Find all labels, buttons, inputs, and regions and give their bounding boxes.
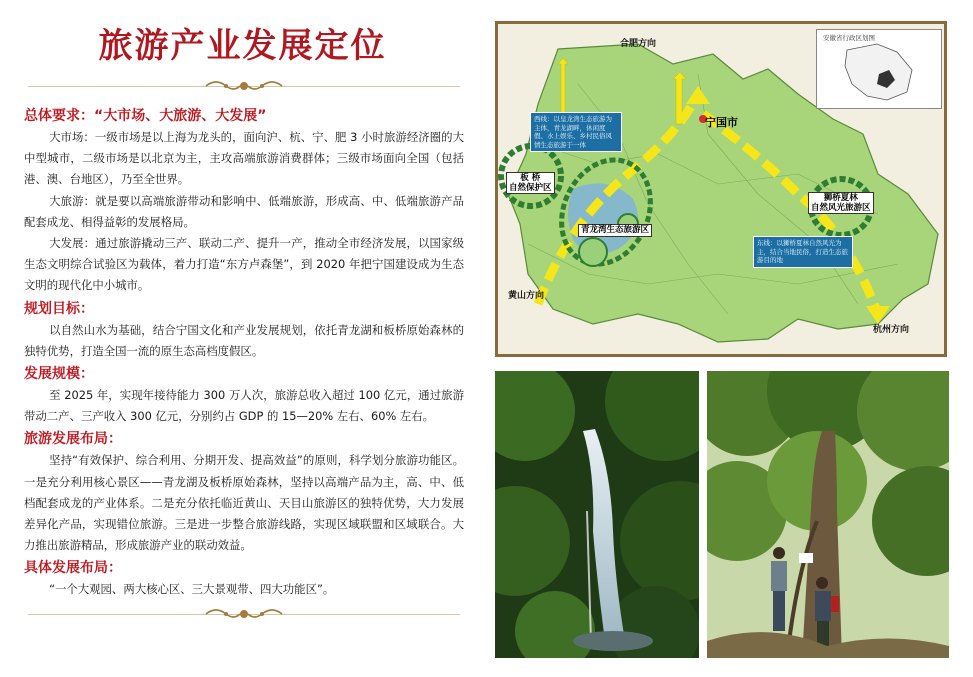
goal-p1: 以自然山水为基础，结合宁国文化和产业发展规划，依托青龙湖和板桥原始森林的独特优势，打造全国一流的原生态高档度假区。 bbox=[24, 322, 464, 358]
overall-heading: 总体要求：“大市场、大旅游、大发展” bbox=[24, 108, 267, 124]
waterfall-photo bbox=[495, 371, 699, 658]
tourism-map bbox=[495, 21, 947, 357]
specific-heading: 具体发展布局： bbox=[24, 560, 122, 577]
overall-p1: 大市场：一级市场是以上海为龙头的，面向沪、杭、宁、肥 3 小时旅游经济圈的大中型城市，二级市场是以北京为主，主攻高端旅游消费群体；三级市场面向全国（包括港、澳、台地区），乃至全世界。 bbox=[24, 130, 464, 187]
ornament-top-icon bbox=[204, 76, 284, 96]
zone-banqiao-line2: 自然保护区 bbox=[509, 183, 552, 193]
map-city-label: 宁国市 bbox=[705, 116, 738, 129]
goal-heading: 规划目标： bbox=[24, 300, 94, 317]
scale-p1: 至 2025 年，实现年接待能力 300 万人次，旅游总收入超过 100 亿元，通过旅游带动二产、三产收入 300 亿元，分别约占 GDP 的 15—20% 左右、60% 左右。 bbox=[24, 388, 464, 424]
inset-shape bbox=[817, 30, 941, 108]
overall-p2: 大旅游：就是要以高端旅游带动和影响中、低端旅游，形成高、中、低端旅游产品配套成龙、相得益彰的发展格局。 bbox=[24, 193, 464, 229]
forest-image bbox=[707, 371, 949, 658]
map-dir-southwest: 黄山方向 bbox=[508, 291, 545, 301]
specific-p1: “一个大观园、两大核心区、三大景观带、四大功能区”。 bbox=[49, 582, 335, 597]
map-dir-north: 合肥方向 bbox=[620, 39, 657, 49]
ornament-bottom-icon bbox=[204, 604, 284, 624]
zone-shiqiao-label bbox=[808, 192, 874, 214]
map-note-west: 西线：以皇龙湾生态旅游为主体，青龙湖畔，休闲度假、水上娱乐、乡村民俗风情生态旅游于一体 bbox=[530, 112, 622, 152]
text-column bbox=[24, 104, 464, 601]
zone-shiqiao-line2: 自然风光旅游区 bbox=[811, 203, 871, 213]
map-dir-southeast: 杭州方向 bbox=[873, 325, 910, 335]
zone-banqiao-line1: 板 桥 bbox=[520, 173, 541, 183]
forest-people-photo bbox=[707, 371, 949, 658]
overall-p3: 大发展：通过旅游撬动三产、联动二产、提升一产，推动全市经济发展，以国家级生态文明综合试验区为载体，着力打造“东方卢森堡”，到 2020 年把宁国建设成为生态文明的现代化中小城市。 bbox=[24, 236, 464, 293]
zone-shiqiao-line1: 狮桥夏林 bbox=[823, 193, 858, 203]
zone-qinglongwan-label: 青龙湾生态旅游区 bbox=[578, 224, 652, 237]
waterfall-image bbox=[495, 371, 699, 658]
scale-heading: 发展规模： bbox=[24, 366, 94, 383]
zone-banqiao-label bbox=[506, 172, 555, 194]
layout-heading: 旅游发展布局： bbox=[24, 431, 122, 448]
map-note-east: 东线：以狮桥夏林自然风光为主，结合当地民俗，打造生态旅游目的地 bbox=[753, 236, 853, 268]
map-inset bbox=[816, 29, 942, 109]
layout-p1: 坚持“有效保护、综合利用、分期开发、提高效益”的原则，科学划分旅游功能区。一是充分利用核心景区——青龙湖及板桥原始森林，坚持以高端产品为主，高、中、低档配套成龙的产业体系。二是充分依托临近黄山、天目山旅游区的独特优势，大力发展差异化产品，实现错位旅游。三是进一步整合旅游线路，实现区域联盟和区域联合。大力推出旅游精品，形成旅游产业的联动效益。 bbox=[24, 453, 464, 553]
inset-title: 安徽省行政区划图 bbox=[823, 34, 875, 42]
page-title: 旅游产业发展定位 bbox=[98, 26, 387, 66]
